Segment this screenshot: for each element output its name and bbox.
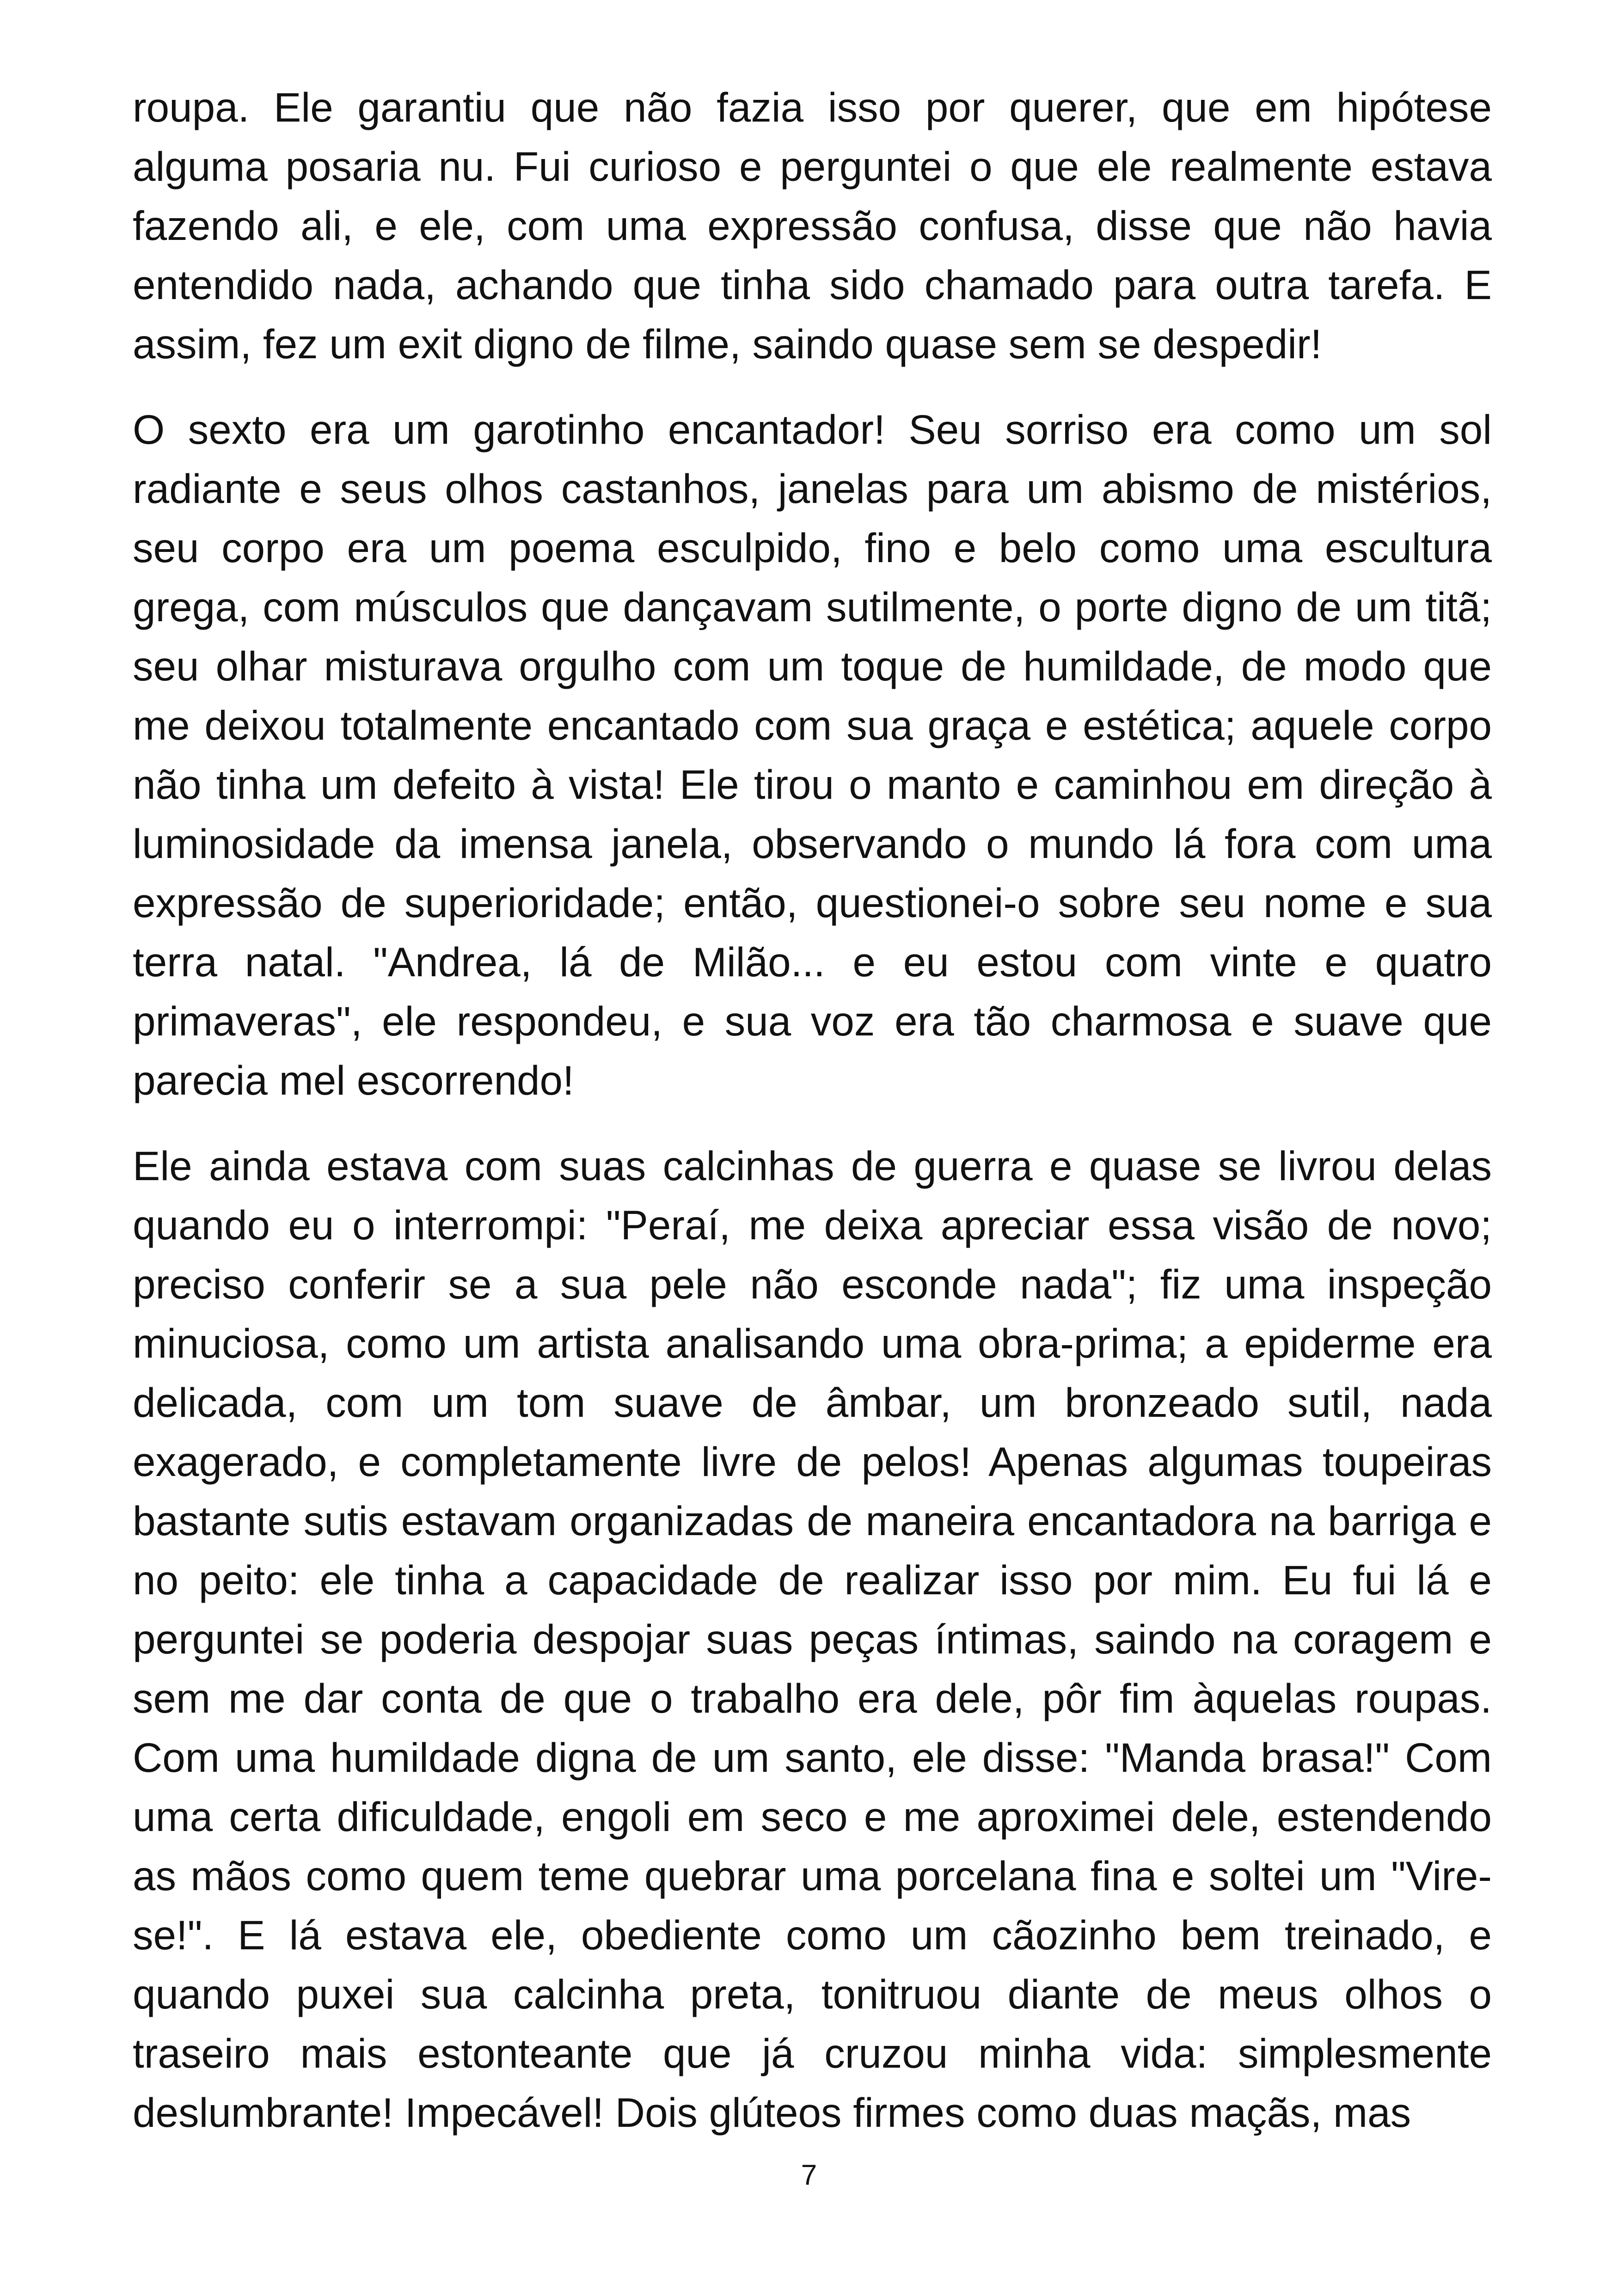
paragraph-3: Ele ainda estava com suas calcinhas de guerra e quase se livrou delas quando eu o interrompi: "Peraí, me deixa apreciar essa visão de novo; preciso conferir se a sua pele não esconde nada"; fiz uma inspeção minuciosa, como um artista analisando uma obra-prima; a epiderme era delicada, com um tom suave de âmbar, um bronzeado sutil, nada exagerado, e completamente livre de pelos! Apenas algumas toupeiras bastante sutis estavam organizadas de maneira encantadora na barriga e no peito: ele tinha a capacidade de realizar isso por mim. Eu fui lá e perguntei se poderia despojar suas peças íntimas, saindo na coragem e sem me dar conta de que o trabalho era dele, pôr fim àquelas roupas. Com uma humildade digna de um santo, ele disse: "Manda brasa!" Com uma certa dificuldade, engoli em seco e me aproximei dele, estendendo as mãos como quem teme quebrar uma porcelana fina e soltei um "Vire-se!". E lá estava ele, obediente como um cãozinho bem treinado, e quando puxei sua calcinha preta, tonitruou diante de meus olhos o traseiro mais estonteante que já cruzou minha vida: simplesmente deslumbrante! Impecável! Dois glúteos firmes como duas maçãs, mas <box>133 1143 1492 2136</box>
paragraph-2: O sexto era um garotinho encantador! Seu sorriso era como um sol radiante e seus olhos castanhos, janelas para um abismo de mistérios, seu corpo era um poema esculpido, fino e belo como uma escultura grega, com músculos que dançavam sutilmente, o porte digno de um titã; seu olhar misturava orgulho com um toque de humildade, de modo que me deixou totalmente encantado com sua graça e estética; aquele corpo não tinha um defeito à vista! Ele tirou o manto e caminhou em direção à luminosidade da imensa janela, observando o mundo lá fora com uma expressão de superioridade; então, questionei-o sobre seu nome e sua terra natal. "Andrea, lá de Milão... e eu estou com vinte e quatro primaveras", ele respondeu, e sua voz era tão charmosa e suave que parecia mel escorrendo! <box>133 406 1492 1103</box>
paragraph-1: roupa. Ele garantiu que não fazia isso por querer, que em hipótese alguma posaria nu. Fui curioso e perguntei o que ele realmente estava fazendo ali, e ele, com uma expressão confusa, disse que não havia entendido nada, achando que tinha sido chamado para outra tarefa. E assim, fez um exit digno de filme, saindo quase sem se despedir! <box>133 84 1492 367</box>
body-text <box>133 78 1492 2142</box>
page-number: 7 <box>801 2159 817 2191</box>
